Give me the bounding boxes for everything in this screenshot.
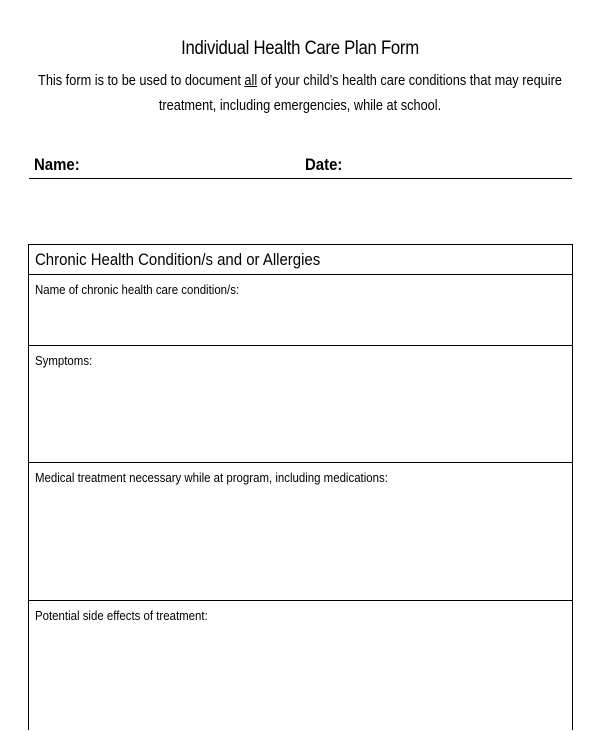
side-effects-label: Potential side effects of treatment:: [35, 608, 208, 623]
instructions-emphasis-all: all: [244, 73, 258, 89]
symptoms-field[interactable]: [29, 346, 572, 463]
form-title: Individual Health Care Plan Form: [181, 38, 419, 59]
side-effects-field[interactable]: [29, 601, 572, 731]
name-label: Name:: [34, 155, 80, 174]
form-instructions-line-2: treatment, including emergencies, while at school.: [158, 98, 442, 114]
date-label: Date:: [305, 155, 343, 174]
condition-name-field[interactable]: [29, 275, 572, 346]
name-date-line[interactable]: [29, 178, 572, 179]
condition-name-label: Name of chronic health care condition/s:: [35, 282, 240, 297]
table-header-title: Chronic Health Condition/s and or Allergies: [35, 250, 321, 269]
instructions-text-part-2: of your child’s health care conditions that may require: [257, 73, 562, 89]
instructions-text-part-1: This form is to be used to document: [38, 73, 245, 89]
table-header: [29, 245, 572, 275]
medical-treatment-label: Medical treatment necessary while at program, including medications:: [35, 470, 388, 485]
form-instructions-line-1: [36, 73, 564, 89]
health-conditions-table: [28, 244, 573, 730]
symptoms-label: Symptoms:: [35, 353, 93, 368]
medical-treatment-field[interactable]: [29, 463, 572, 601]
